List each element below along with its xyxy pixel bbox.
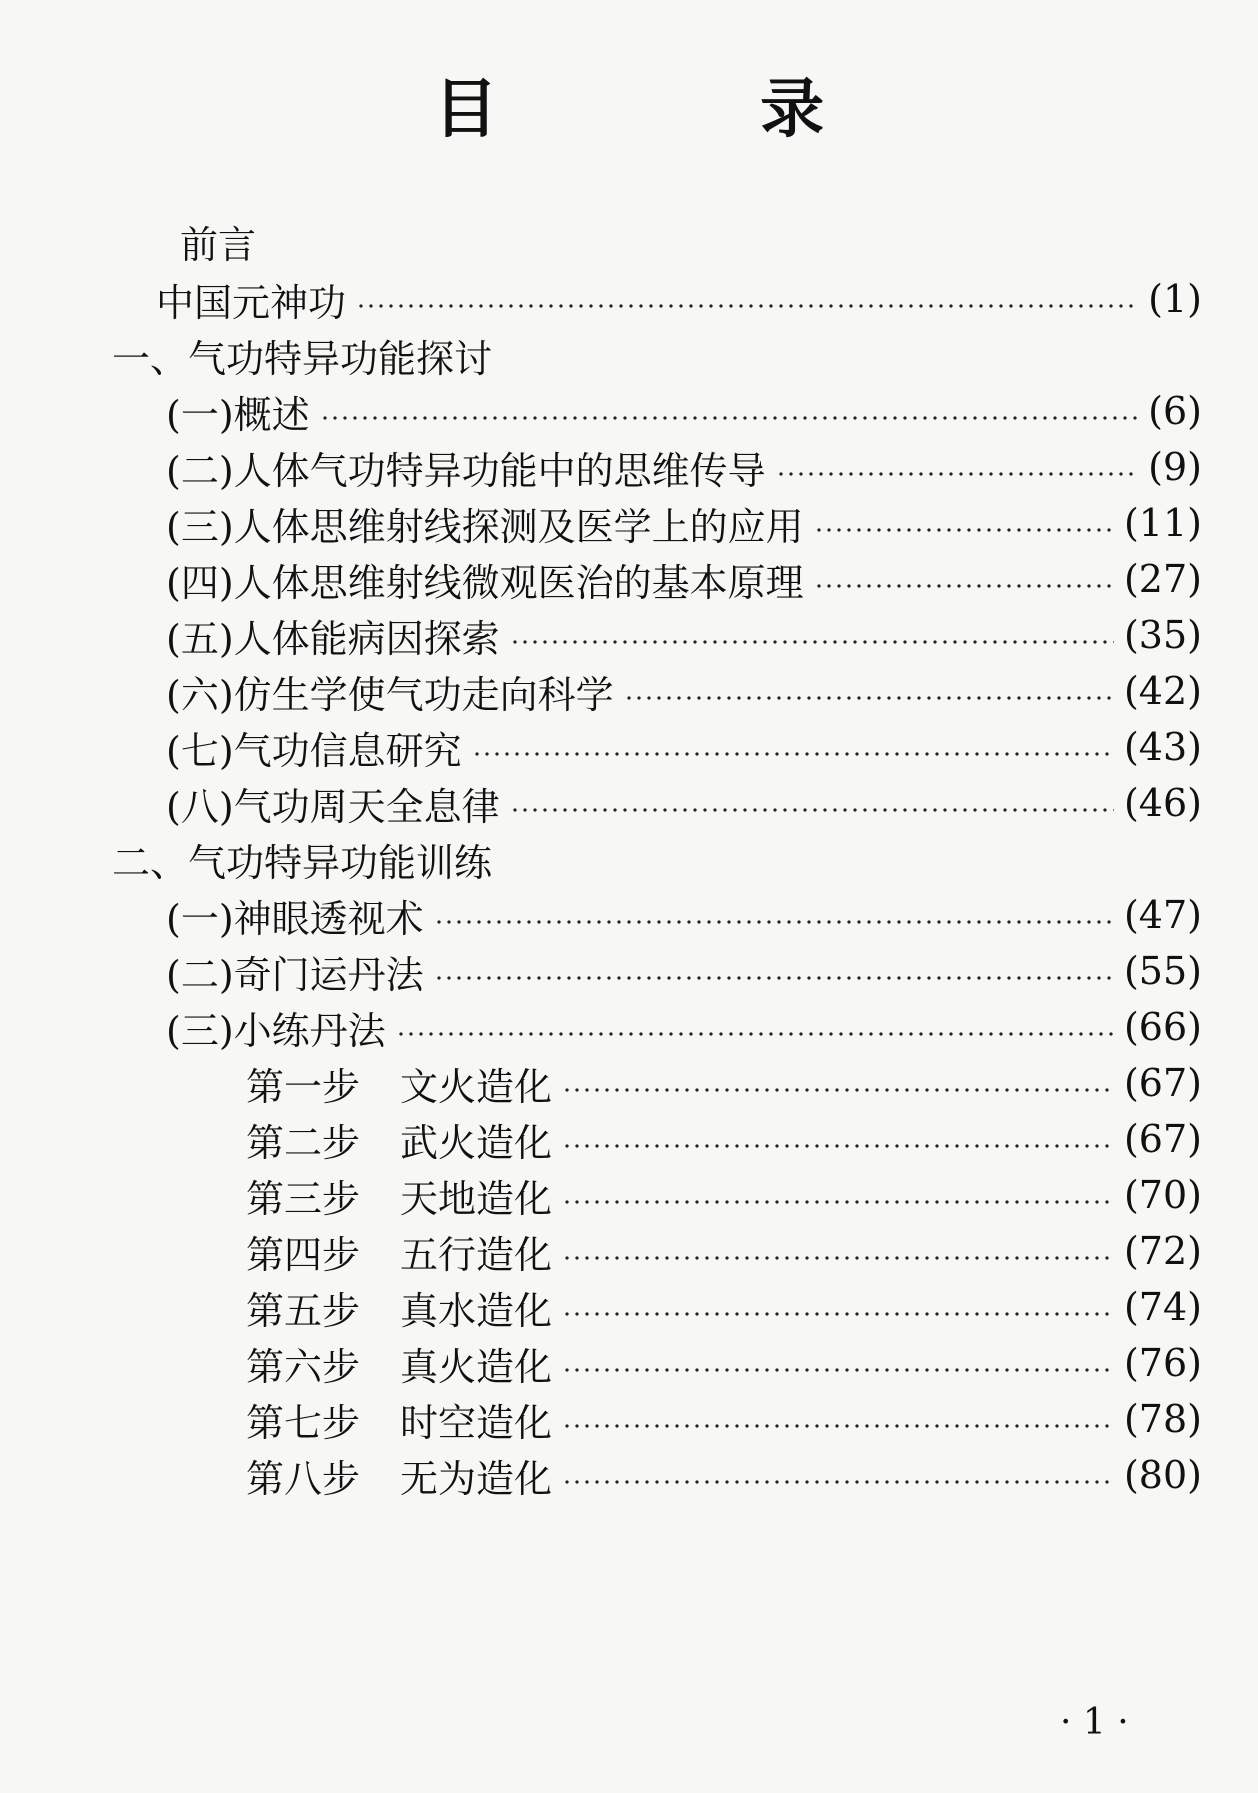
leader-dots — [814, 527, 1114, 533]
toc-step-entry[interactable]: 第八步 无为造化 (80) — [246, 1453, 1202, 1501]
page-number: · 1 · — [1060, 1702, 1129, 1743]
toc-entry[interactable]: 中国元神功 (1) — [156, 277, 1202, 325]
toc-entry[interactable]: (五)人体能病因探索 (35) — [166, 613, 1202, 661]
leader-dots — [434, 919, 1114, 925]
leader-dots — [814, 583, 1114, 589]
toc-step-entry[interactable]: 第五步 真水造化 (74) — [246, 1285, 1202, 1333]
leader-dots — [562, 1367, 1114, 1373]
toc-step-entry[interactable]: 第一步 文火造化 (67) — [246, 1061, 1202, 1109]
page-title: 目 录 — [433, 72, 945, 147]
toc-entry[interactable]: (一)概述 (6) — [166, 389, 1202, 437]
leader-dots — [472, 751, 1114, 757]
leader-dots — [562, 1311, 1114, 1317]
leader-dots — [562, 1199, 1114, 1205]
toc-step-entry[interactable]: 第二步 武火造化 (67) — [246, 1117, 1202, 1165]
leader-dots — [510, 639, 1114, 645]
toc-entry[interactable]: (二)奇门运丹法 (55) — [166, 949, 1202, 997]
toc-step-entry[interactable]: 第三步 天地造化 (70) — [246, 1173, 1202, 1221]
toc-step-entry[interactable]: 第六步 真火造化 (76) — [246, 1341, 1202, 1389]
toc-entry[interactable]: (六)仿生学使气功走向科学 (42) — [166, 669, 1202, 717]
toc-entry[interactable]: (四)人体思维射线微观医治的基本原理 (27) — [166, 557, 1202, 605]
leader-dots — [510, 807, 1114, 813]
leader-dots — [562, 1143, 1114, 1149]
leader-dots — [434, 975, 1114, 981]
toc-entry[interactable]: (一)神眼透视术 (47) — [166, 893, 1202, 941]
leader-dots — [624, 695, 1114, 701]
leader-dots — [320, 415, 1139, 421]
toc-entry[interactable]: (七)气功信息研究 (43) — [166, 725, 1202, 773]
toc-entry[interactable]: (八)气功周天全息律 (46) — [166, 781, 1202, 829]
leader-dots — [562, 1479, 1114, 1485]
leader-dots — [356, 303, 1138, 309]
toc-entry[interactable]: (二)人体气功特异功能中的思维传导 (9) — [166, 445, 1202, 493]
toc-section-heading: 二、气功特异功能训练 — [112, 840, 493, 885]
toc-step-entry[interactable]: 第七步 时空造化 (78) — [246, 1397, 1202, 1445]
toc-section-heading: 一、气功特异功能探讨 — [112, 336, 493, 381]
toc-step-entry[interactable]: 第四步 五行造化 (72) — [246, 1229, 1202, 1277]
leader-dots — [562, 1087, 1114, 1093]
toc-entry[interactable]: (三)人体思维射线探测及医学上的应用 (11) — [166, 501, 1202, 549]
leader-dots — [776, 471, 1139, 477]
toc-entry[interactable]: (三)小练丹法 (66) — [166, 1005, 1202, 1053]
leader-dots — [396, 1031, 1114, 1037]
leader-dots — [562, 1255, 1114, 1261]
toc-heading-preface: 前言 — [180, 222, 257, 267]
leader-dots — [562, 1423, 1114, 1429]
